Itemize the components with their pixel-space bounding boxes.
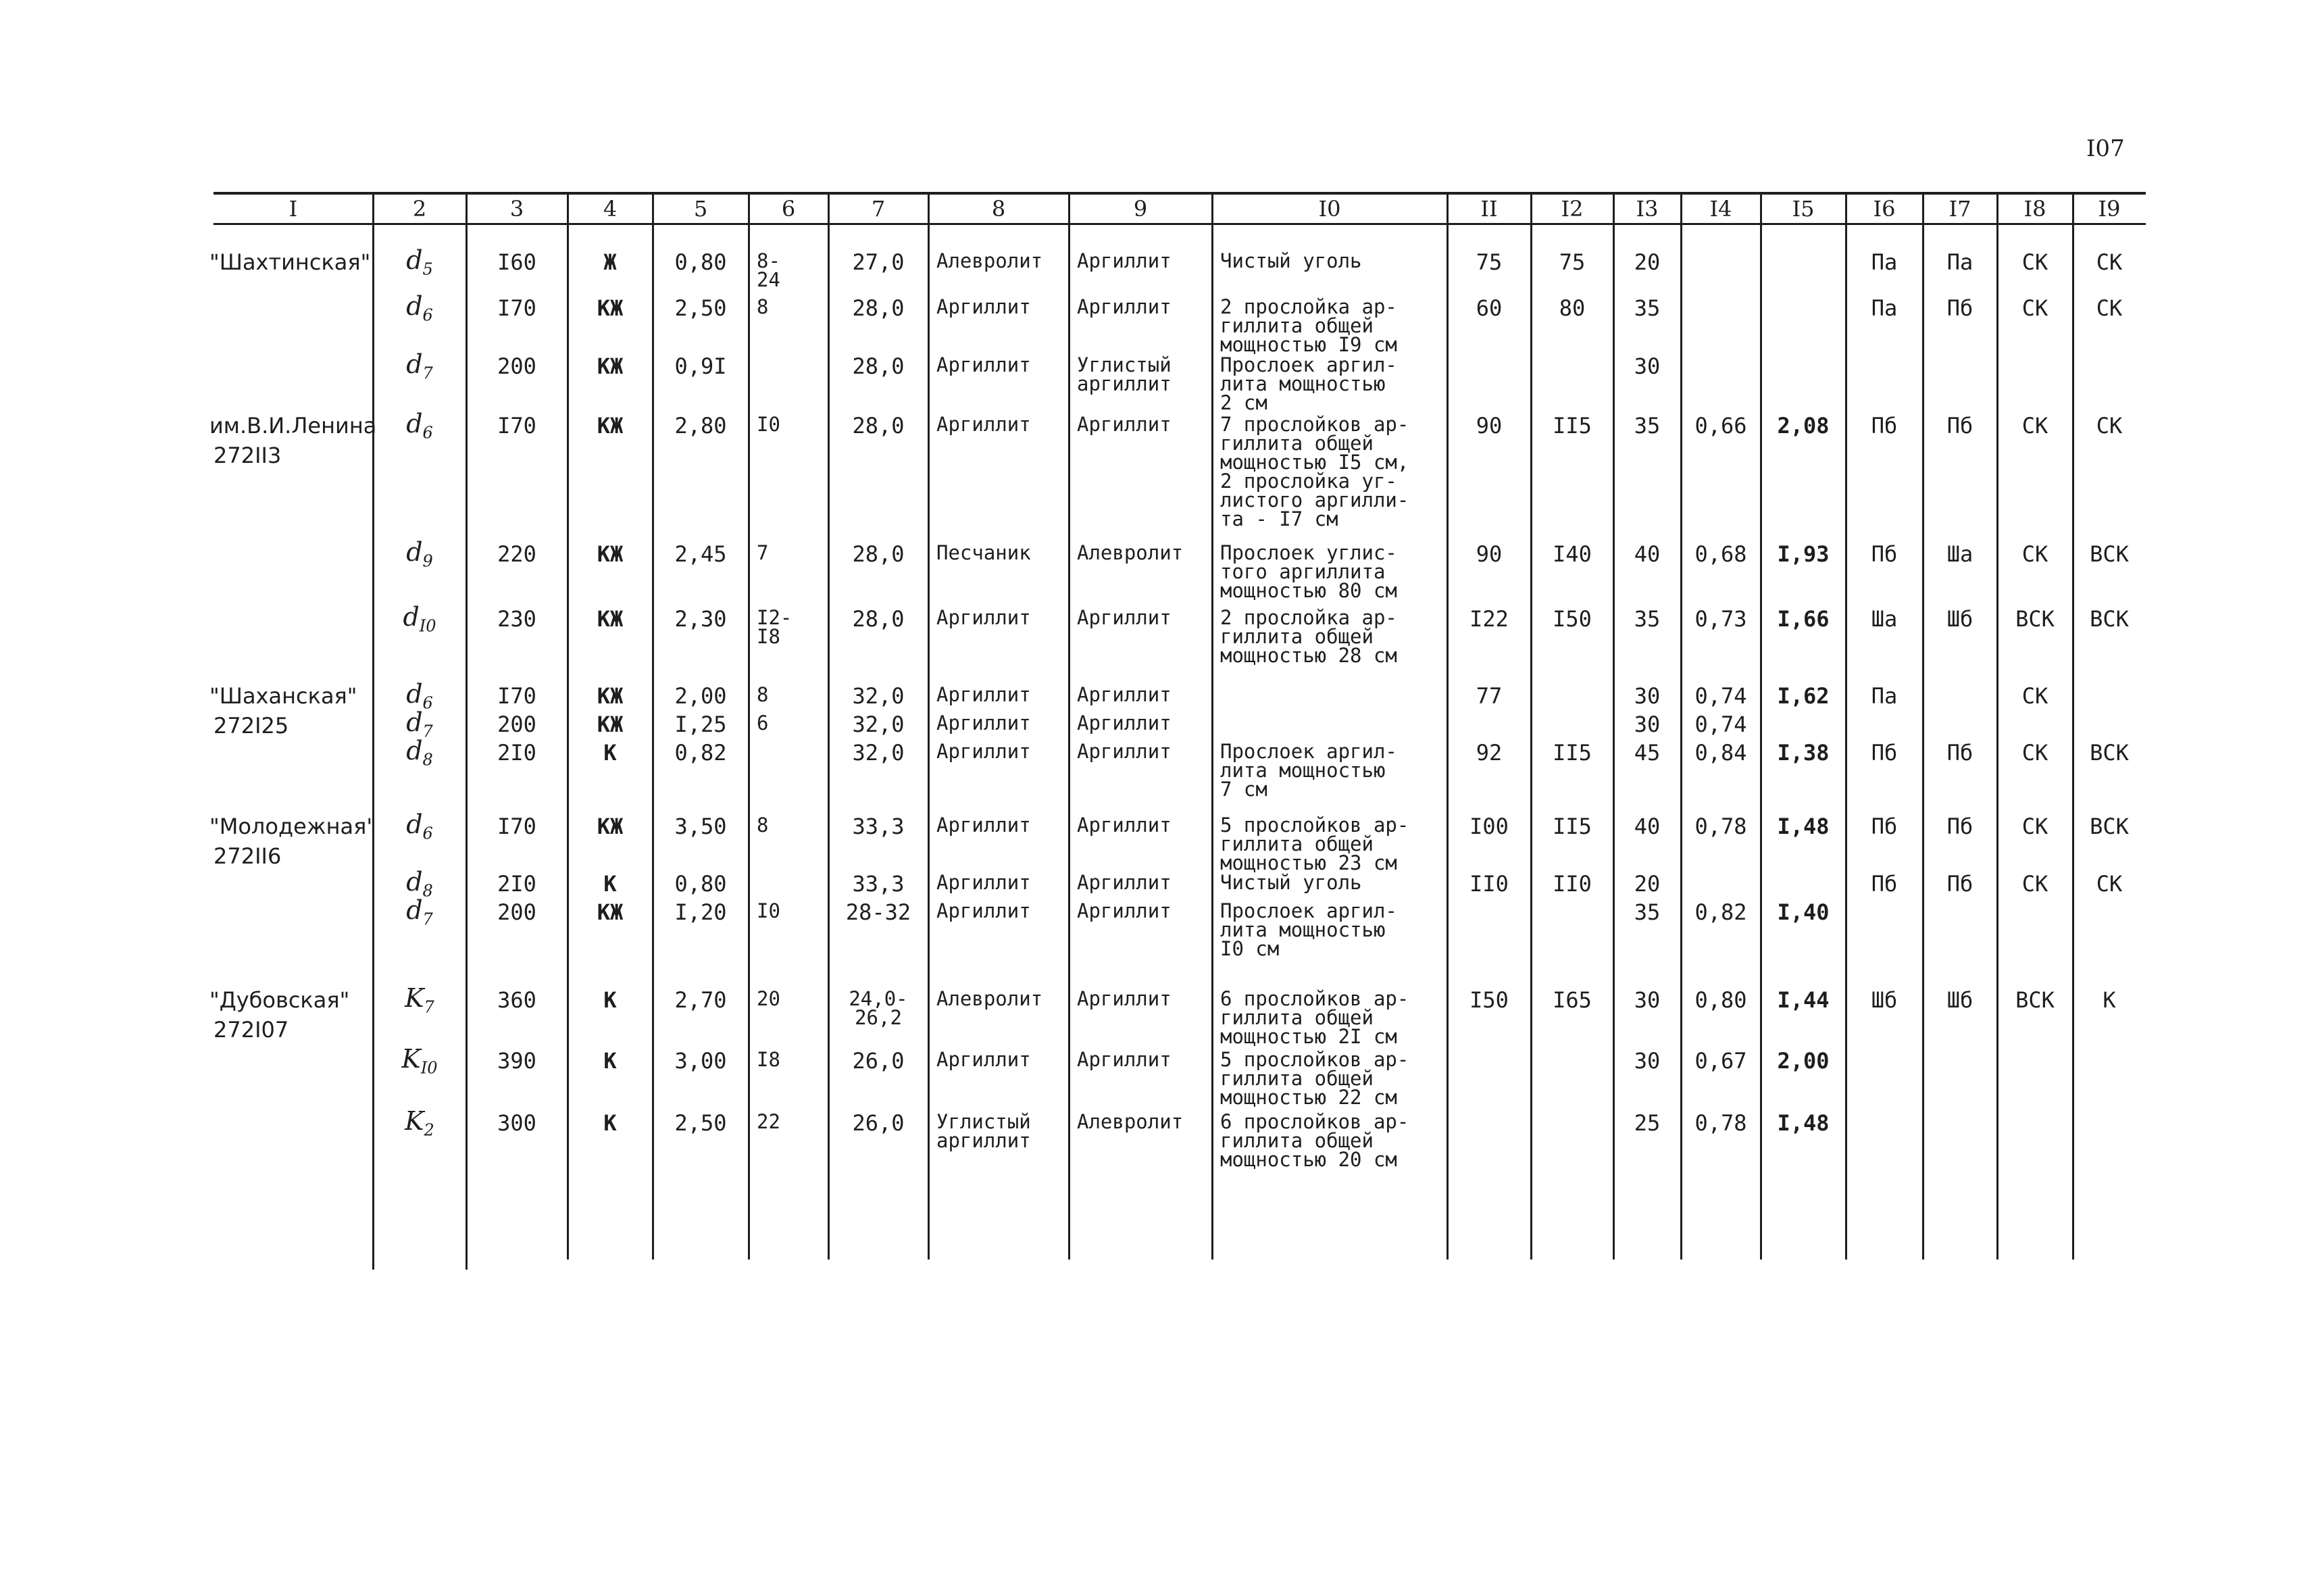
cell-col-10: 6 прослойков ар- гиллита общей мощностью 2I см xyxy=(1220,987,1409,1048)
seam-subscript: 6 xyxy=(422,693,433,713)
cell-col-5: 3,00 xyxy=(674,1048,727,1074)
column-header-2: 2 xyxy=(412,196,427,222)
cell-col-19: СК xyxy=(2096,871,2123,897)
column-header-1: I xyxy=(288,196,298,222)
cell-col-9: Аргиллит xyxy=(1077,683,1172,706)
cell-col-8: Аргиллит xyxy=(936,683,1031,706)
cell-col-8: Аргиллит xyxy=(936,1048,1031,1071)
seam-subscript: 8 xyxy=(422,881,433,901)
cell-col-4: КЖ xyxy=(597,814,624,839)
seam-letter: d xyxy=(406,537,423,567)
seam-subscript: 8 xyxy=(422,750,433,770)
cell-col-4: КЖ xyxy=(597,541,624,567)
column-header-9: 9 xyxy=(1133,196,1148,222)
seam-subscript: 5 xyxy=(422,259,433,279)
cell-col-16: Па xyxy=(1871,295,1898,321)
cell-col-18: ВСК xyxy=(2015,987,2055,1013)
cell-col-8: Аргиллит xyxy=(936,871,1031,894)
cell-col-9: Аргиллит xyxy=(1077,413,1172,436)
cell-col-3: I70 xyxy=(497,295,536,321)
seam-subscript: 7 xyxy=(422,722,433,741)
cell-col-7: 26,0 xyxy=(852,1110,905,1136)
cell-col-11: I22 xyxy=(1469,606,1509,632)
column-header-7: 7 xyxy=(871,196,886,222)
seam-subscript: 2 xyxy=(424,1120,434,1140)
cell-col-17: Пб xyxy=(1946,295,1973,321)
cell-col-8: Аргиллит xyxy=(936,606,1031,629)
cell-col-9: Аргиллит xyxy=(1077,1048,1172,1071)
cell-col-13: 20 xyxy=(1634,871,1661,897)
cell-col-10: 5 прослойков ар- гиллита общей мощностью 22 см xyxy=(1220,1048,1409,1109)
cell-col-17: Ша xyxy=(1946,541,1973,567)
cell-col-16: Па xyxy=(1871,249,1898,275)
cell-col-14: 0,74 xyxy=(1694,683,1747,709)
cell-col-14: 0,68 xyxy=(1694,541,1747,567)
cell-col-10: Прослоек углис- того аргиллита мощностью 80 см xyxy=(1220,541,1397,602)
cell-col-17: Пб xyxy=(1946,871,1973,897)
cell-col-8: Аргиллит xyxy=(936,413,1031,436)
cell-col-4: К xyxy=(603,740,617,766)
cell-col-8: Аргиллит xyxy=(936,353,1031,376)
cell-col-19: ВСК xyxy=(2090,740,2129,766)
cell-col-5: 0,80 xyxy=(674,249,727,275)
mine-name: "Дубовская" xyxy=(209,987,350,1013)
cell-col-6: 8 xyxy=(757,295,769,318)
cell-col-3: 300 xyxy=(497,1110,536,1136)
cell-col-16: Пб xyxy=(1871,814,1898,839)
cell-col-4: КЖ xyxy=(597,353,624,379)
cell-col-8: Аргиллит xyxy=(936,712,1031,734)
cell-col-6: I8 xyxy=(757,1048,780,1071)
seam-letter: d xyxy=(406,736,423,766)
cell-col-10: 5 прослойков ар- гиллита общей мощностью 23 см xyxy=(1220,814,1409,874)
cell-col-7: 28,0 xyxy=(852,353,905,379)
cell-col-5: 2,30 xyxy=(674,606,727,632)
column-header-10: I0 xyxy=(1318,196,1341,222)
seam-subscript: 7 xyxy=(422,909,433,929)
cell-col-11: 90 xyxy=(1476,413,1503,439)
cell-col-3: 200 xyxy=(497,712,536,737)
cell-col-12: II5 xyxy=(1553,413,1592,439)
cell-col-12: II5 xyxy=(1553,814,1592,839)
cell-col-11: 75 xyxy=(1476,249,1503,275)
cell-col-15: I,44 xyxy=(1777,987,1830,1013)
seam-index xyxy=(373,351,466,386)
cell-col-17: Па xyxy=(1946,249,1973,275)
cell-col-18: СК xyxy=(2021,413,2048,439)
cell-col-10: 6 прослойков ар- гиллита общей мощностью 20 см xyxy=(1220,1110,1409,1171)
cell-col-9: Алевролит xyxy=(1077,541,1184,564)
cell-col-18: СК xyxy=(2021,871,2048,897)
seam-letter: d xyxy=(406,245,423,275)
cell-col-3: I70 xyxy=(497,683,536,709)
cell-col-15: 2,00 xyxy=(1777,1048,1830,1074)
mine-name: "Молодежная" xyxy=(209,814,377,839)
column-divider xyxy=(1845,192,1847,1260)
cell-col-7: 28,0 xyxy=(852,413,905,439)
mine-name: "Шахтинская" xyxy=(209,249,371,275)
cell-col-3: 200 xyxy=(497,899,536,925)
seam-index xyxy=(373,1046,466,1081)
cell-col-19: СК xyxy=(2096,413,2123,439)
cell-col-19: ВСК xyxy=(2090,606,2129,632)
column-header-13: I3 xyxy=(1636,196,1659,222)
seam-index xyxy=(373,539,466,574)
cell-col-13: 35 xyxy=(1634,899,1661,925)
cell-col-15: I,93 xyxy=(1777,541,1830,567)
cell-col-13: 30 xyxy=(1634,1048,1661,1074)
cell-col-5: I,25 xyxy=(674,712,727,737)
cell-col-12: I40 xyxy=(1553,541,1592,567)
cell-col-4: К xyxy=(603,871,617,897)
cell-col-19: ВСК xyxy=(2090,541,2129,567)
cell-col-17: Шб xyxy=(1946,987,1973,1013)
cell-col-6: 22 xyxy=(757,1110,780,1133)
cell-col-3: 360 xyxy=(497,987,536,1013)
cell-col-4: К xyxy=(603,1048,617,1074)
cell-col-19: К xyxy=(2103,987,2116,1013)
cell-col-6: 8- 24 xyxy=(757,249,780,291)
cell-col-5: 0,80 xyxy=(674,871,727,897)
cell-col-7: 28,0 xyxy=(852,541,905,567)
seam-index xyxy=(373,411,466,446)
cell-col-13: 30 xyxy=(1634,712,1661,737)
seam-index xyxy=(373,604,466,639)
seam-letter: d xyxy=(406,895,423,925)
cell-col-9: Аргиллит xyxy=(1077,249,1172,272)
cell-col-5: 2,70 xyxy=(674,987,727,1013)
seam-index xyxy=(373,293,466,328)
cell-col-13: 40 xyxy=(1634,814,1661,839)
cell-col-6: I2- I8 xyxy=(757,606,793,648)
seam-subscript: 7 xyxy=(424,997,434,1017)
column-header-18: I8 xyxy=(2023,196,2046,222)
cell-col-9: Углистый аргиллит xyxy=(1077,353,1172,395)
seam-letter: K xyxy=(405,983,424,1013)
cell-col-5: 2,00 xyxy=(674,683,727,709)
cell-col-4: К xyxy=(603,987,617,1013)
cell-col-9: Алевролит xyxy=(1077,1110,1184,1133)
column-header-4: 4 xyxy=(603,196,618,222)
cell-col-10: 2 прослойка ар- гиллита общей мощностью 28 см xyxy=(1220,606,1397,667)
seam-index xyxy=(373,809,466,847)
cell-col-9: Аргиллит xyxy=(1077,740,1172,763)
column-header-8: 8 xyxy=(991,196,1006,222)
cell-col-4: Ж xyxy=(603,249,617,275)
data-table xyxy=(209,192,2146,1270)
cell-col-5: 2,45 xyxy=(674,541,727,567)
cell-col-14: 0,82 xyxy=(1694,899,1747,925)
cell-col-17: Пб xyxy=(1946,814,1973,839)
cell-col-12: II0 xyxy=(1553,871,1592,897)
cell-col-3: I60 xyxy=(497,249,536,275)
cell-col-9: Аргиллит xyxy=(1077,814,1172,837)
cell-col-7: 28-32 xyxy=(845,899,911,925)
cell-col-18: СК xyxy=(2021,249,2048,275)
column-header-17: I7 xyxy=(1948,196,1971,222)
cell-col-11: II0 xyxy=(1469,871,1509,897)
seam-letter: d xyxy=(406,349,423,379)
cell-col-14: 0,78 xyxy=(1694,814,1747,839)
seam-letter: d xyxy=(406,291,423,321)
cell-col-13: 35 xyxy=(1634,413,1661,439)
cell-col-15: I,48 xyxy=(1777,814,1830,839)
column-header-11: II xyxy=(1480,196,1498,222)
cell-col-14: 0,84 xyxy=(1694,740,1747,766)
cell-col-11: 77 xyxy=(1476,683,1503,709)
cell-col-15: I,66 xyxy=(1777,606,1830,632)
seam-subscript: 6 xyxy=(422,824,433,843)
cell-col-7: 24,0- 26,2 xyxy=(849,987,908,1029)
mine-code: 272II3 xyxy=(213,443,282,468)
seam-letter: d xyxy=(406,409,423,439)
cell-col-10: 7 прослойков ар- гиллита общей мощностью I5 см, 2 прослойка уг- листого аргилли- та - I7 см xyxy=(1220,413,1409,530)
cell-col-16: Шб xyxy=(1871,987,1898,1013)
cell-col-8: Углистый аргиллит xyxy=(936,1110,1031,1152)
cell-col-4: КЖ xyxy=(597,606,624,632)
cell-col-5: 3,50 xyxy=(674,814,727,839)
cell-col-16: Пб xyxy=(1871,871,1898,897)
cell-col-7: 28,0 xyxy=(852,606,905,632)
column-divider xyxy=(1996,192,1998,1260)
column-header-16: I6 xyxy=(1873,196,1896,222)
cell-col-5: 2,80 xyxy=(674,413,727,439)
cell-col-5: 0,9I xyxy=(674,353,727,379)
column-divider xyxy=(1530,192,1532,1260)
cell-col-3: I70 xyxy=(497,413,536,439)
cell-col-13: 25 xyxy=(1634,1110,1661,1136)
cell-col-8: Алевролит xyxy=(936,987,1043,1010)
cell-col-6: 8 xyxy=(757,683,769,706)
cell-col-5: 2,50 xyxy=(674,1110,727,1136)
cell-col-7: 33,3 xyxy=(852,814,905,839)
cell-col-5: 0,82 xyxy=(674,740,727,766)
seam-index xyxy=(373,1108,466,1143)
cell-col-14: 0,73 xyxy=(1694,606,1747,632)
mine-name: им.В.И.Ленина xyxy=(209,413,377,439)
column-header-6: 6 xyxy=(781,196,796,222)
cell-col-13: 35 xyxy=(1634,295,1661,321)
cell-col-16: Па xyxy=(1871,683,1898,709)
mine-code: 272II6 xyxy=(213,843,282,869)
cell-col-9: Аргиллит xyxy=(1077,987,1172,1010)
cell-col-18: СК xyxy=(2021,541,2048,567)
cell-col-14: 0,78 xyxy=(1694,1110,1747,1136)
seam-letter: K xyxy=(405,1106,424,1136)
cell-col-19: СК xyxy=(2096,295,2123,321)
cell-col-18: ВСК xyxy=(2015,606,2055,632)
cell-col-3: 230 xyxy=(497,606,536,632)
cell-col-10: Прослоек аргил- лита мощностью 7 см xyxy=(1220,740,1397,801)
cell-col-17: Шб xyxy=(1946,606,1973,632)
cell-col-3: 2I0 xyxy=(497,871,536,897)
seam-subscript: 6 xyxy=(422,305,433,325)
cell-col-9: Аргиллит xyxy=(1077,899,1172,922)
cell-col-3: I70 xyxy=(497,814,536,839)
cell-col-10: Чистый уголь xyxy=(1220,249,1362,272)
cell-col-15: I,62 xyxy=(1777,683,1830,709)
seam-subscript: 6 xyxy=(422,423,433,443)
cell-col-12: 80 xyxy=(1559,295,1586,321)
cell-col-6: 7 xyxy=(757,541,769,564)
column-divider xyxy=(2072,192,2074,1260)
cell-col-18: СК xyxy=(2021,814,2048,839)
cell-col-9: Аргиллит xyxy=(1077,871,1172,894)
cell-col-4: КЖ xyxy=(597,295,624,321)
cell-col-17: Пб xyxy=(1946,740,1973,766)
cell-col-6: I0 xyxy=(757,899,780,922)
cell-col-18: СК xyxy=(2021,295,2048,321)
cell-col-18: СК xyxy=(2021,740,2048,766)
column-divider xyxy=(1922,192,1924,1260)
cell-col-4: КЖ xyxy=(597,683,624,709)
mine-name: "Шаханская" xyxy=(209,683,357,709)
cell-col-7: 32,0 xyxy=(852,683,905,709)
cell-col-10: Чистый уголь xyxy=(1220,871,1362,894)
column-header-12: I2 xyxy=(1561,196,1584,222)
cell-col-12: I65 xyxy=(1553,987,1592,1013)
cell-col-3: 390 xyxy=(497,1048,536,1074)
cell-col-18: СК xyxy=(2021,683,2048,709)
cell-col-13: 20 xyxy=(1634,249,1661,275)
cell-col-8: Аргиллит xyxy=(936,295,1031,318)
cell-col-8: Аргиллит xyxy=(936,899,1031,922)
cell-col-11: I50 xyxy=(1469,987,1509,1013)
cell-col-9: Аргиллит xyxy=(1077,712,1172,734)
cell-col-16: Пб xyxy=(1871,740,1898,766)
cell-col-6: 8 xyxy=(757,814,769,837)
cell-col-13: 30 xyxy=(1634,353,1661,379)
cell-col-3: 2I0 xyxy=(497,740,536,766)
cell-col-6: 6 xyxy=(757,712,769,734)
seam-letter: d xyxy=(406,809,423,839)
cell-col-13: 40 xyxy=(1634,541,1661,567)
column-header-15: I5 xyxy=(1792,196,1815,222)
cell-col-14: 0,74 xyxy=(1694,712,1747,737)
cell-col-17: Пб xyxy=(1946,413,1973,439)
cell-col-11: 90 xyxy=(1476,541,1503,567)
cell-col-8: Аргиллит xyxy=(936,814,1031,837)
cell-col-19: ВСК xyxy=(2090,814,2129,839)
cell-col-3: 200 xyxy=(497,353,536,379)
cell-col-12: II5 xyxy=(1553,740,1592,766)
cell-col-10: 2 прослойка ар- гиллита общей мощностью I9 см xyxy=(1220,295,1397,356)
cell-col-12: I50 xyxy=(1553,606,1592,632)
cell-col-9: Аргиллит xyxy=(1077,606,1172,629)
cell-col-4: КЖ xyxy=(597,899,624,925)
cell-col-14: 0,67 xyxy=(1694,1048,1747,1074)
mine-code: 272I07 xyxy=(213,1017,289,1043)
cell-col-7: 33,3 xyxy=(852,871,905,897)
cell-col-15: I,48 xyxy=(1777,1110,1830,1136)
column-header-5: 5 xyxy=(693,196,708,222)
cell-col-13: 30 xyxy=(1634,683,1661,709)
cell-col-8: Алевролит xyxy=(936,249,1043,272)
seam-subscript: 9 xyxy=(422,551,433,571)
cell-col-15: 2,08 xyxy=(1777,413,1830,439)
cell-col-7: 32,0 xyxy=(852,740,905,766)
seam-index xyxy=(373,897,466,932)
seam-letter: d xyxy=(406,679,423,709)
cell-col-9: Аргиллит xyxy=(1077,295,1172,318)
cell-col-8: Аргиллит xyxy=(936,740,1031,763)
cell-col-6: I0 xyxy=(757,413,780,436)
cell-col-19: СК xyxy=(2096,249,2123,275)
cell-col-4: К xyxy=(603,1110,617,1136)
cell-col-15: I,40 xyxy=(1777,899,1830,925)
seam-subscript: I0 xyxy=(419,616,436,636)
seam-letter: d xyxy=(406,707,423,737)
cell-col-10: Прослоек аргил- лита мощностью 2 см xyxy=(1220,353,1397,414)
seam-index xyxy=(373,247,466,282)
cell-col-10: Прослоек аргил- лита мощностью I0 см xyxy=(1220,899,1397,960)
cell-col-12: 75 xyxy=(1559,249,1586,275)
cell-col-16: Пб xyxy=(1871,413,1898,439)
cell-col-7: 32,0 xyxy=(852,712,905,737)
cell-col-3: 220 xyxy=(497,541,536,567)
cell-col-14: 0,66 xyxy=(1694,413,1747,439)
column-header-14: I4 xyxy=(1709,196,1732,222)
cell-col-15: I,38 xyxy=(1777,740,1830,766)
cell-col-13: 35 xyxy=(1634,606,1661,632)
mine-code: 272I25 xyxy=(213,713,289,739)
cell-col-8: Песчаник xyxy=(936,541,1031,564)
cell-col-13: 45 xyxy=(1634,740,1661,766)
cell-col-7: 27,0 xyxy=(852,249,905,275)
cell-col-5: 2,50 xyxy=(674,295,727,321)
column-header-19: I9 xyxy=(2098,196,2121,222)
page-number: I07 xyxy=(2086,135,2125,162)
cell-col-11: I00 xyxy=(1469,814,1509,839)
seam-index xyxy=(373,985,466,1020)
cell-col-16: Ша xyxy=(1871,606,1898,632)
cell-col-7: 28,0 xyxy=(852,295,905,321)
seam-index xyxy=(373,738,466,773)
cell-col-11: 60 xyxy=(1476,295,1503,321)
seam-letter: K xyxy=(401,1044,421,1074)
seam-subscript: 7 xyxy=(422,364,433,383)
cell-col-7: 26,0 xyxy=(852,1048,905,1074)
cell-col-6: 20 xyxy=(757,987,780,1010)
cell-col-4: КЖ xyxy=(597,712,624,737)
cell-col-11: 92 xyxy=(1476,740,1503,766)
cell-col-14: 0,80 xyxy=(1694,987,1747,1013)
cell-col-13: 30 xyxy=(1634,987,1661,1013)
cell-col-16: Пб xyxy=(1871,541,1898,567)
seam-letter: d xyxy=(406,867,423,897)
seam-subscript: I0 xyxy=(420,1058,438,1078)
column-header-3: 3 xyxy=(509,196,524,222)
cell-col-5: I,20 xyxy=(674,899,727,925)
seam-letter: d xyxy=(403,602,420,632)
cell-col-4: КЖ xyxy=(597,413,624,439)
